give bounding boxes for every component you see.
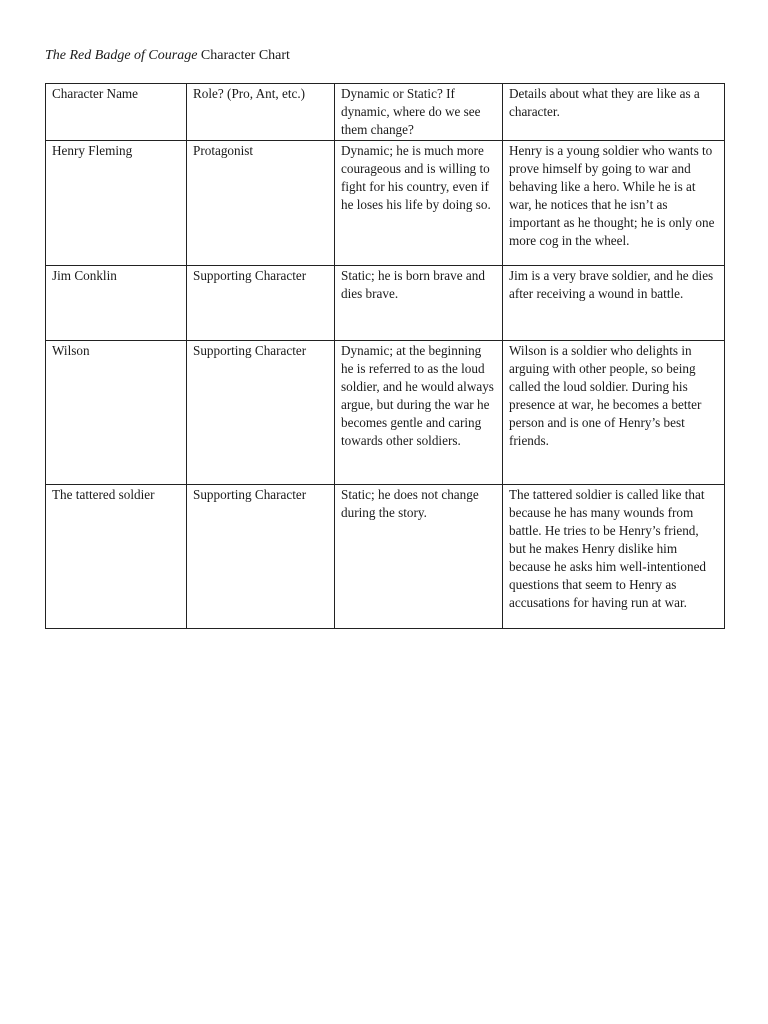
cell-role: Supporting Character [187, 266, 335, 341]
cell-dynamic-static: Static; he does not change during the story. [335, 485, 503, 629]
cell-character-name: Henry Fleming [46, 141, 187, 266]
table-row [46, 485, 725, 629]
cell-details: The tattered soldier is called like that because he has many wounds from battle. He tries to be Henry’s friend, but he makes Henry dislike him because he asks him well-intentioned questions that seem to Henry as accusations for having run at war. [503, 485, 725, 629]
table-row [46, 266, 725, 341]
character-chart-table [45, 83, 725, 629]
header-role: Role? (Pro, Ant, etc.) [187, 84, 335, 141]
table-header-row [46, 84, 725, 141]
cell-role: Supporting Character [187, 485, 335, 629]
header-details: Details about what they are like as a character. [503, 84, 725, 141]
page-title [45, 47, 290, 65]
title-suffix: Character Chart [197, 48, 290, 63]
cell-details: Wilson is a soldier who delights in arguing with other people, so being called the loud soldier. During his presence at war, he becomes a better person and is one of Henry’s best friends. [503, 341, 725, 485]
table-row [46, 341, 725, 485]
cell-role: Protagonist [187, 141, 335, 266]
cell-character-name: Jim Conklin [46, 266, 187, 341]
table-row [46, 141, 725, 266]
cell-character-name: The tattered soldier [46, 485, 187, 629]
header-character-name: Character Name [46, 84, 187, 141]
header-dynamic-static: Dynamic or Static? If dynamic, where do we see them change? [335, 84, 503, 141]
cell-details: Henry is a young soldier who wants to prove himself by going to war and behaving like a hero. While he is at war, he notices that he isn’t as important as he thought; he is only one more cog in the wheel. [503, 141, 725, 266]
cell-details: Jim is a very brave soldier, and he dies after receiving a wound in battle. [503, 266, 725, 341]
cell-role: Supporting Character [187, 341, 335, 485]
cell-dynamic-static: Dynamic; he is much more courageous and is willing to fight for his country, even if he loses his life by doing so. [335, 141, 503, 266]
cell-character-name: Wilson [46, 341, 187, 485]
book-title: The Red Badge of Courage [45, 48, 198, 63]
cell-dynamic-static: Static; he is born brave and dies brave. [335, 266, 503, 341]
cell-dynamic-static: Dynamic; at the beginning he is referred to as the loud soldier, and he would always argue, but during the war he becomes gentle and caring towards other soldiers. [335, 341, 503, 485]
